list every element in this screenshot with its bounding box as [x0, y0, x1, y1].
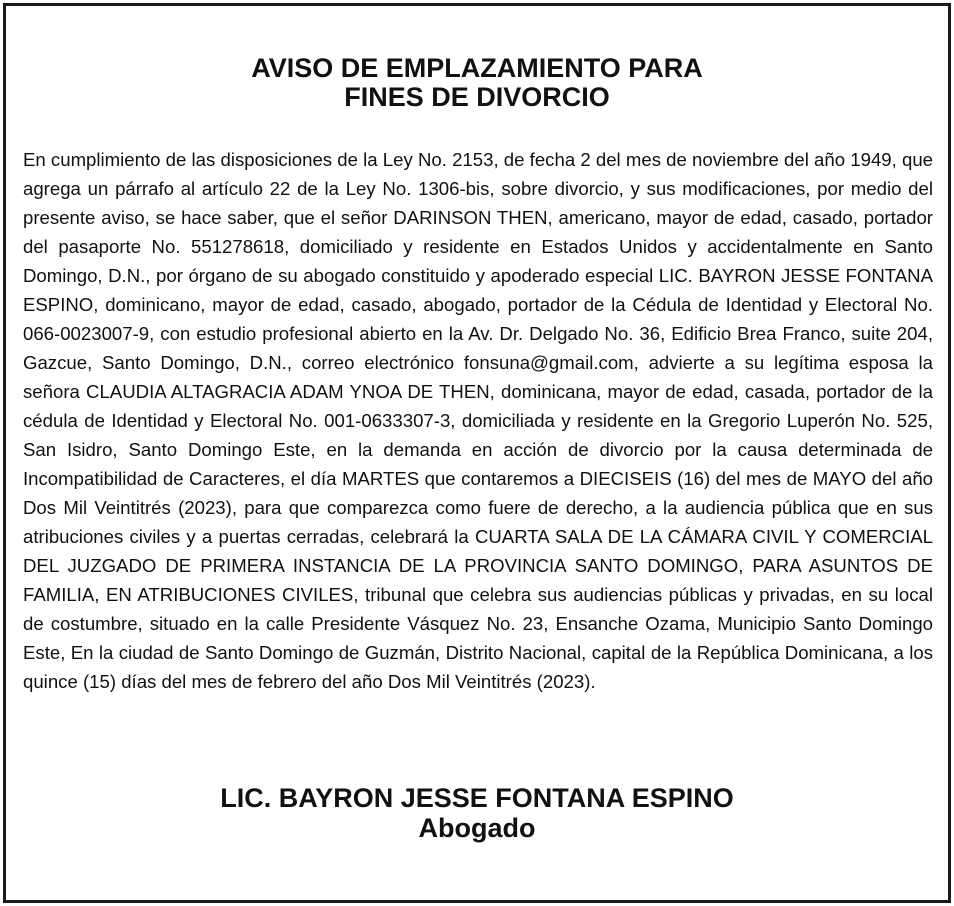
notice-title-line-1: AVISO DE EMPLAZAMIENTO PARA [251, 53, 703, 83]
notice-title [6, 54, 948, 112]
notice-body: En cumplimiento de las disposiciones de la Ley No. 2153, de fecha 2 del mes de noviembre del año 1949, que agrega un párrafo al artículo 22 de la Ley No. 1306-bis, sobre divorcio, y sus modificaciones, por medio del presente aviso, se hace saber, que el señor DARINSON THEN, americano, mayor de edad, casado, portador del pasaporte No. 551278618, domiciliado y residente en Estados Unidos y accidentalmente en Santo Domingo, D.N., por órgano de su abogado constituido y apoderado especial LIC. BAYRON JESSE FONTANA ESPINO, dominicano, mayor de edad, casado, abogado, portador de la Cédula de Identidad y Electoral No. 066-0023007-9, con estudio profesional abierto en la Av. Dr. Delgado No. 36, Edificio Brea Franco, suite 204, Gazcue, Santo Domingo, D.N., correo electrónico fonsuna@gmail.com, advierte a su legítima esposa la señora CLAUDIA ALTAGRACIA ADAM YNOA DE THEN, dominicana, mayor de edad, casada, portador de la cédula de Identidad y Electoral No. 001-0633307-3, domiciliada y residente en la Gregorio Luperón No. 525, San Isidro, Santo Domingo Este, en la demanda en acción de divorcio por la causa determinada de Incompatibilidad de Caracteres, el día MARTES que contaremos a DIECISEIS (16) del mes de MAYO del año Dos Mil Veintitrés (2023), para que comparezca como fuere de derecho, a la audiencia pública que en sus atribuciones civiles y a puertas cerradas, celebrará la CUARTA SALA DE LA CÁMARA CIVIL Y COMERCIAL DEL JUZGADO DE PRIMERA INSTANCIA DE LA PROVINCIA SANTO DOMINGO, PARA ASUNTOS DE FAMILIA, EN ATRIBUCIONES CIVILES, tribunal que celebra sus audiencias públicas y privadas, en su local de costumbre, situado en la calle Presidente Vásquez No. 23, Ensanche Ozama, Municipio Santo Domingo Este, En la ciudad de Santo Domingo de Guzmán, Distrito Nacional, capital de la República Dominicana, a los quince (15) días del mes de febrero del año Dos Mil Veintitrés (2023). [23, 149, 933, 692]
legal-notice-frame [3, 3, 951, 903]
signature-block [6, 783, 948, 843]
notice-title-line-2: FINES DE DIVORCIO [344, 82, 610, 112]
signer-role: Abogado [418, 813, 536, 843]
signer-name: LIC. BAYRON JESSE FONTANA ESPINO [220, 783, 734, 813]
